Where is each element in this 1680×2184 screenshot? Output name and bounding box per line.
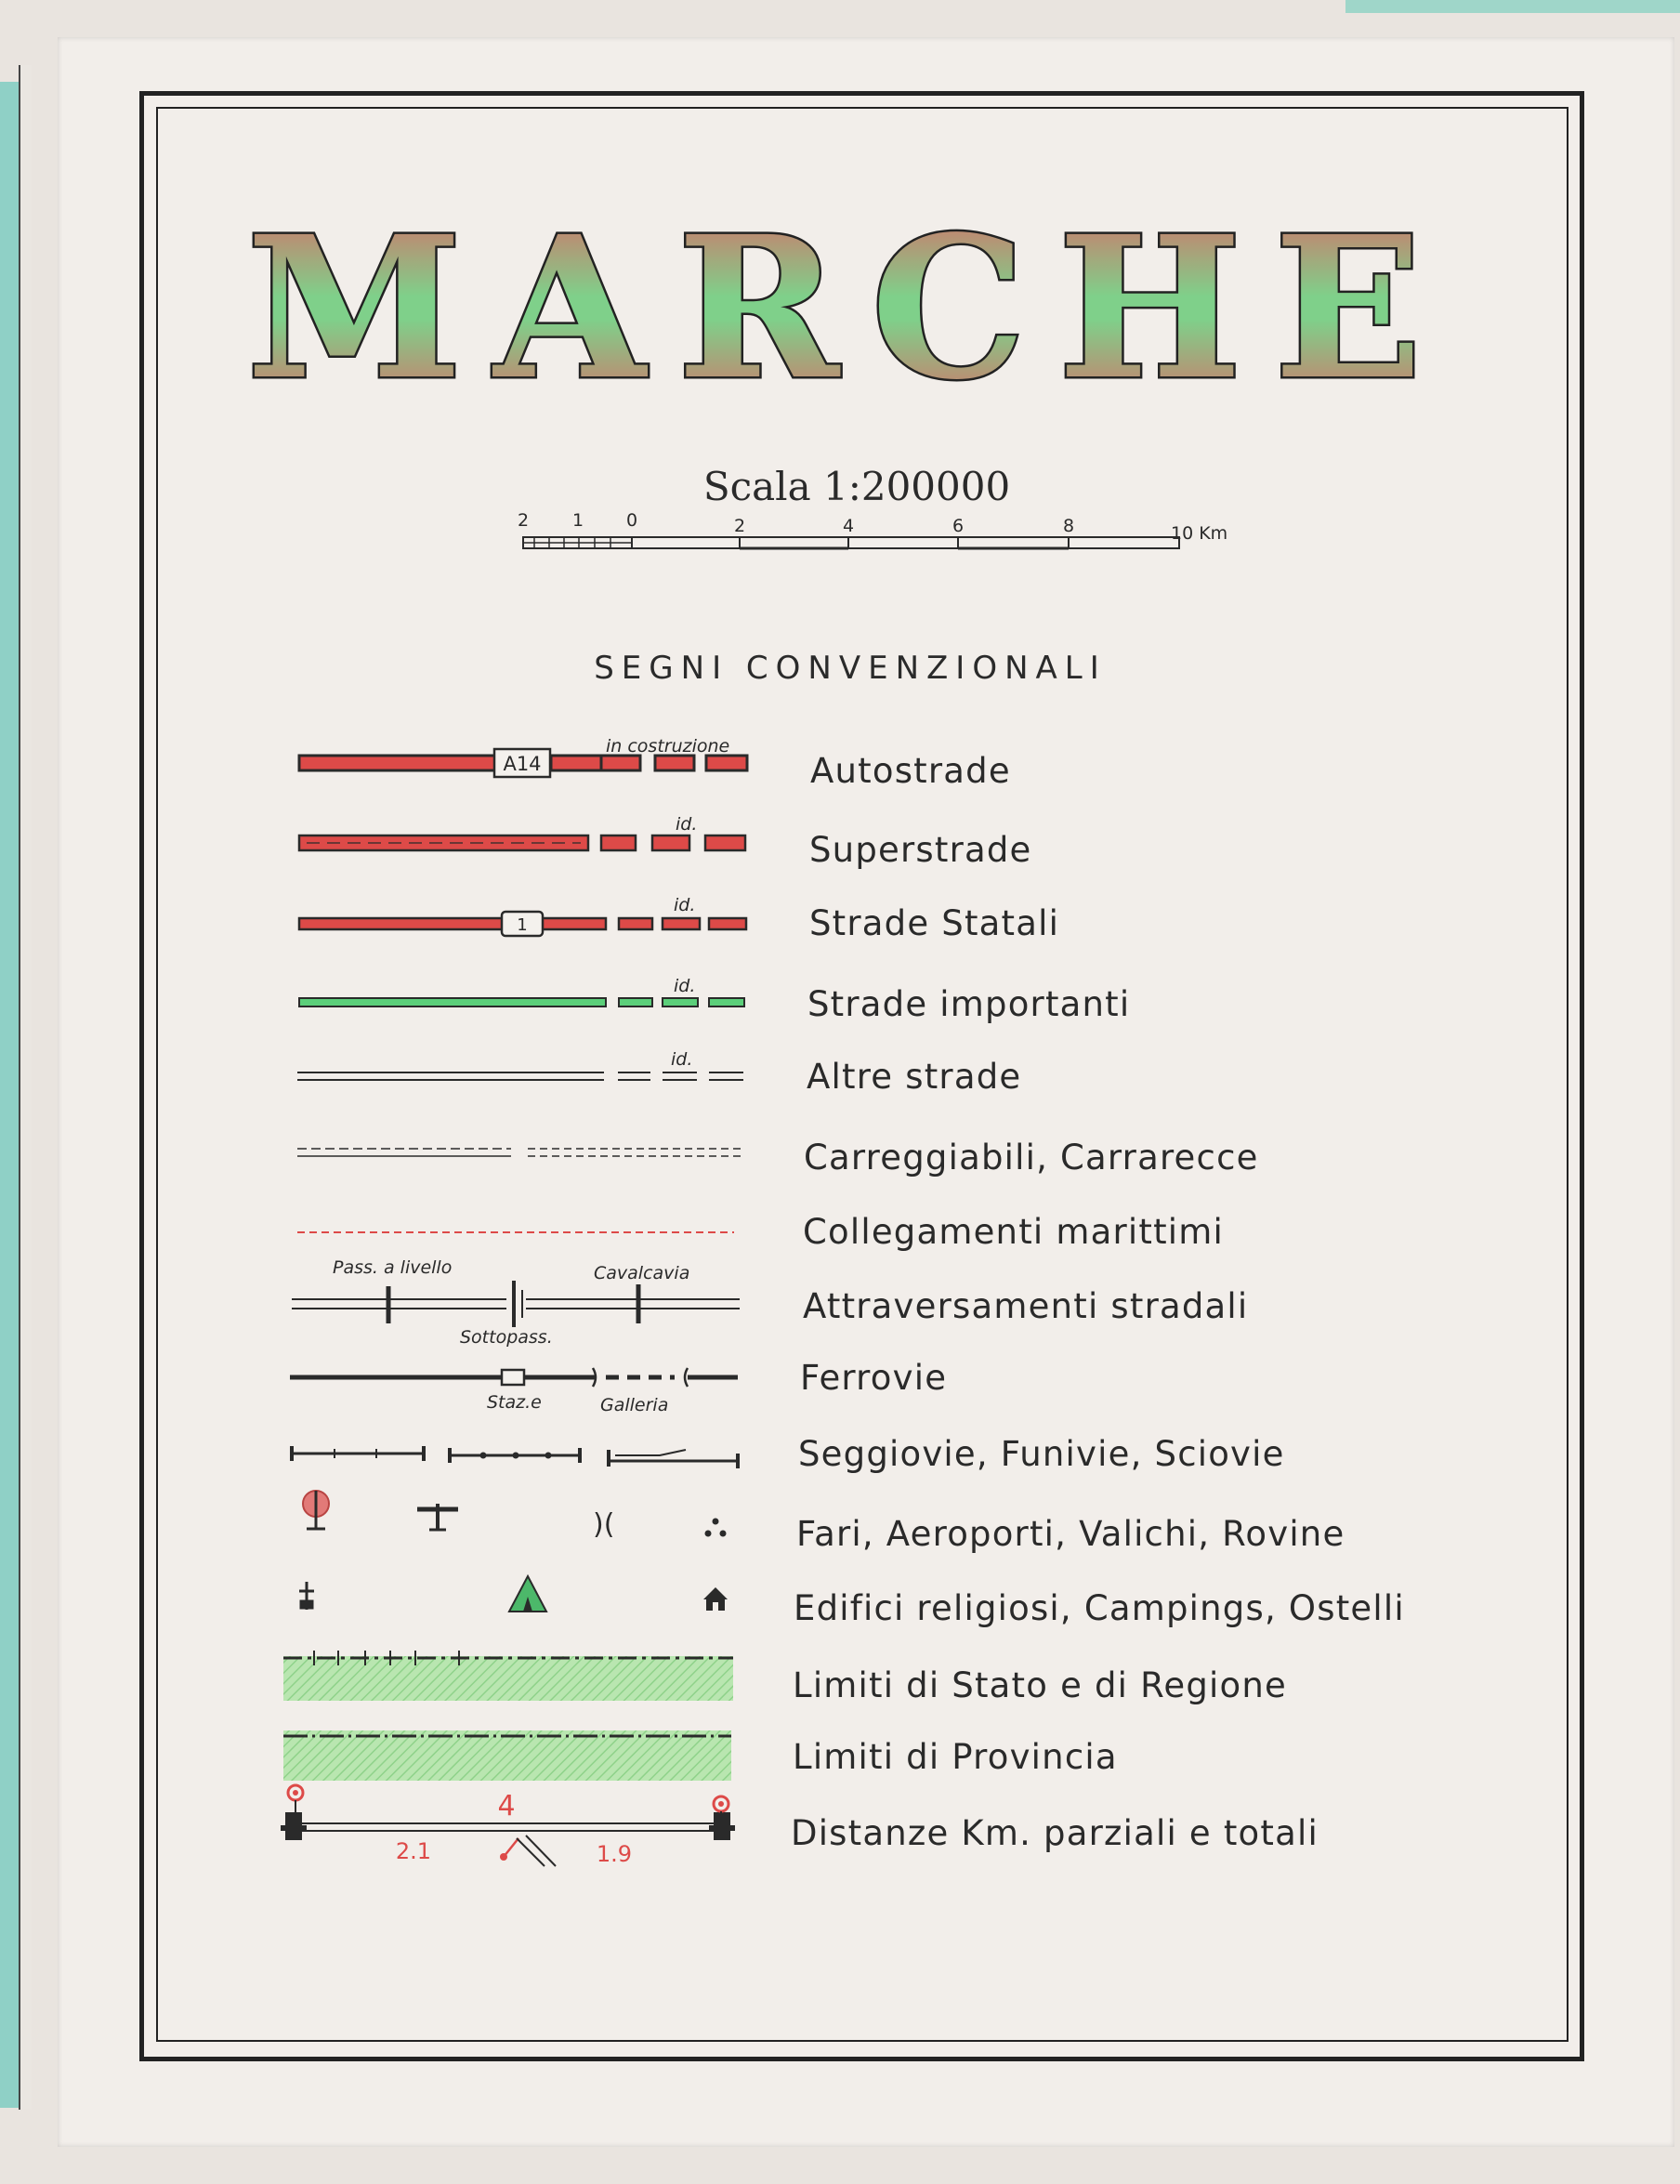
airport-icon bbox=[417, 1504, 458, 1530]
symbol-limiti-provincia bbox=[283, 1730, 731, 1781]
symbol-limiti-stato bbox=[283, 1651, 733, 1701]
symbol-superstrade bbox=[299, 835, 745, 850]
symbol-altre-strade bbox=[297, 1072, 743, 1080]
scale-tick: 0 bbox=[625, 510, 638, 531]
legend-label-distanze: Distanze Km. parziali e totali bbox=[791, 1813, 1319, 1853]
ruins-icon bbox=[705, 1519, 727, 1537]
legend-heading: SEGNI CONVENZIONALI bbox=[594, 650, 1107, 687]
note-galleria: Galleria bbox=[600, 1395, 669, 1415]
scale-bar bbox=[523, 537, 1179, 548]
note-in-costruzione: in costruzione bbox=[606, 736, 730, 757]
note-id: id. bbox=[676, 814, 698, 835]
church-icon bbox=[299, 1582, 314, 1610]
scale-tick: 2 bbox=[733, 516, 746, 536]
scale-tick: 2 bbox=[517, 510, 530, 531]
note-sottopass: Sottopass. bbox=[460, 1327, 553, 1348]
symbol-strade-importanti bbox=[299, 998, 744, 1006]
legend-label-superstrade: Superstrade bbox=[809, 830, 1032, 870]
note-id: id. bbox=[674, 895, 696, 915]
legend-label-strade-statali: Strade Statali bbox=[809, 903, 1060, 943]
badge-a14: A14 bbox=[503, 753, 542, 775]
note-stazione: Staz.e bbox=[487, 1392, 542, 1413]
distance-total: 4 bbox=[497, 1790, 516, 1822]
map-title: MARCHE bbox=[246, 193, 1454, 423]
scale-label: Scala 1:200000 bbox=[702, 464, 1011, 509]
legend-label-strade-importanti: Strade importanti bbox=[807, 984, 1131, 1024]
symbol-ferrovie bbox=[290, 1368, 738, 1387]
legend-label-altre-strade: Altre strade bbox=[807, 1057, 1022, 1097]
note-cavalcavia: Cavalcavia bbox=[594, 1263, 690, 1283]
legend-label-collegamenti: Collegamenti marittimi bbox=[803, 1212, 1224, 1252]
scale-tick: 1 bbox=[571, 510, 584, 531]
hostel-icon bbox=[703, 1587, 728, 1611]
legend-label-attraversamenti: Attraversamenti stradali bbox=[803, 1286, 1249, 1326]
legend-label-limiti-provincia: Limiti di Provincia bbox=[793, 1737, 1118, 1777]
legend-label-autostrade: Autostrade bbox=[810, 751, 1011, 791]
note-pass-livello: Pass. a livello bbox=[333, 1257, 453, 1278]
symbol-seggiovie bbox=[292, 1446, 738, 1468]
scale-tick: 6 bbox=[952, 516, 965, 536]
pass-icon: )( bbox=[593, 1508, 615, 1541]
distance-partial-right: 1.9 bbox=[596, 1841, 633, 1867]
legend-label-ferrovie: Ferrovie bbox=[800, 1358, 948, 1398]
scale-tick: 4 bbox=[842, 516, 855, 536]
camping-icon bbox=[509, 1576, 546, 1612]
distance-partial-left: 2.1 bbox=[395, 1838, 432, 1864]
lighthouse-icon bbox=[303, 1491, 329, 1529]
legend-label-edifici: Edifici religiosi, Campings, Ostelli bbox=[794, 1588, 1405, 1628]
scale-tick: 10 Km bbox=[1171, 523, 1228, 544]
symbol-attraversamenti bbox=[292, 1281, 740, 1327]
legend-label-carreggiabili: Carreggiabili, Carrarecce bbox=[804, 1138, 1259, 1178]
symbol-carreggiabili bbox=[297, 1149, 743, 1156]
note-id: id. bbox=[674, 976, 696, 996]
legend-label-fari: Fari, Aeroporti, Valichi, Rovine bbox=[796, 1514, 1345, 1554]
legend-label-seggiovie: Seggiovie, Funivie, Sciovie bbox=[798, 1434, 1285, 1474]
legend-label-limiti-stato: Limiti di Stato e di Regione bbox=[793, 1665, 1287, 1705]
note-id: id. bbox=[671, 1049, 693, 1070]
scale-tick: 8 bbox=[1062, 516, 1075, 536]
badge-ss1: 1 bbox=[517, 915, 528, 935]
